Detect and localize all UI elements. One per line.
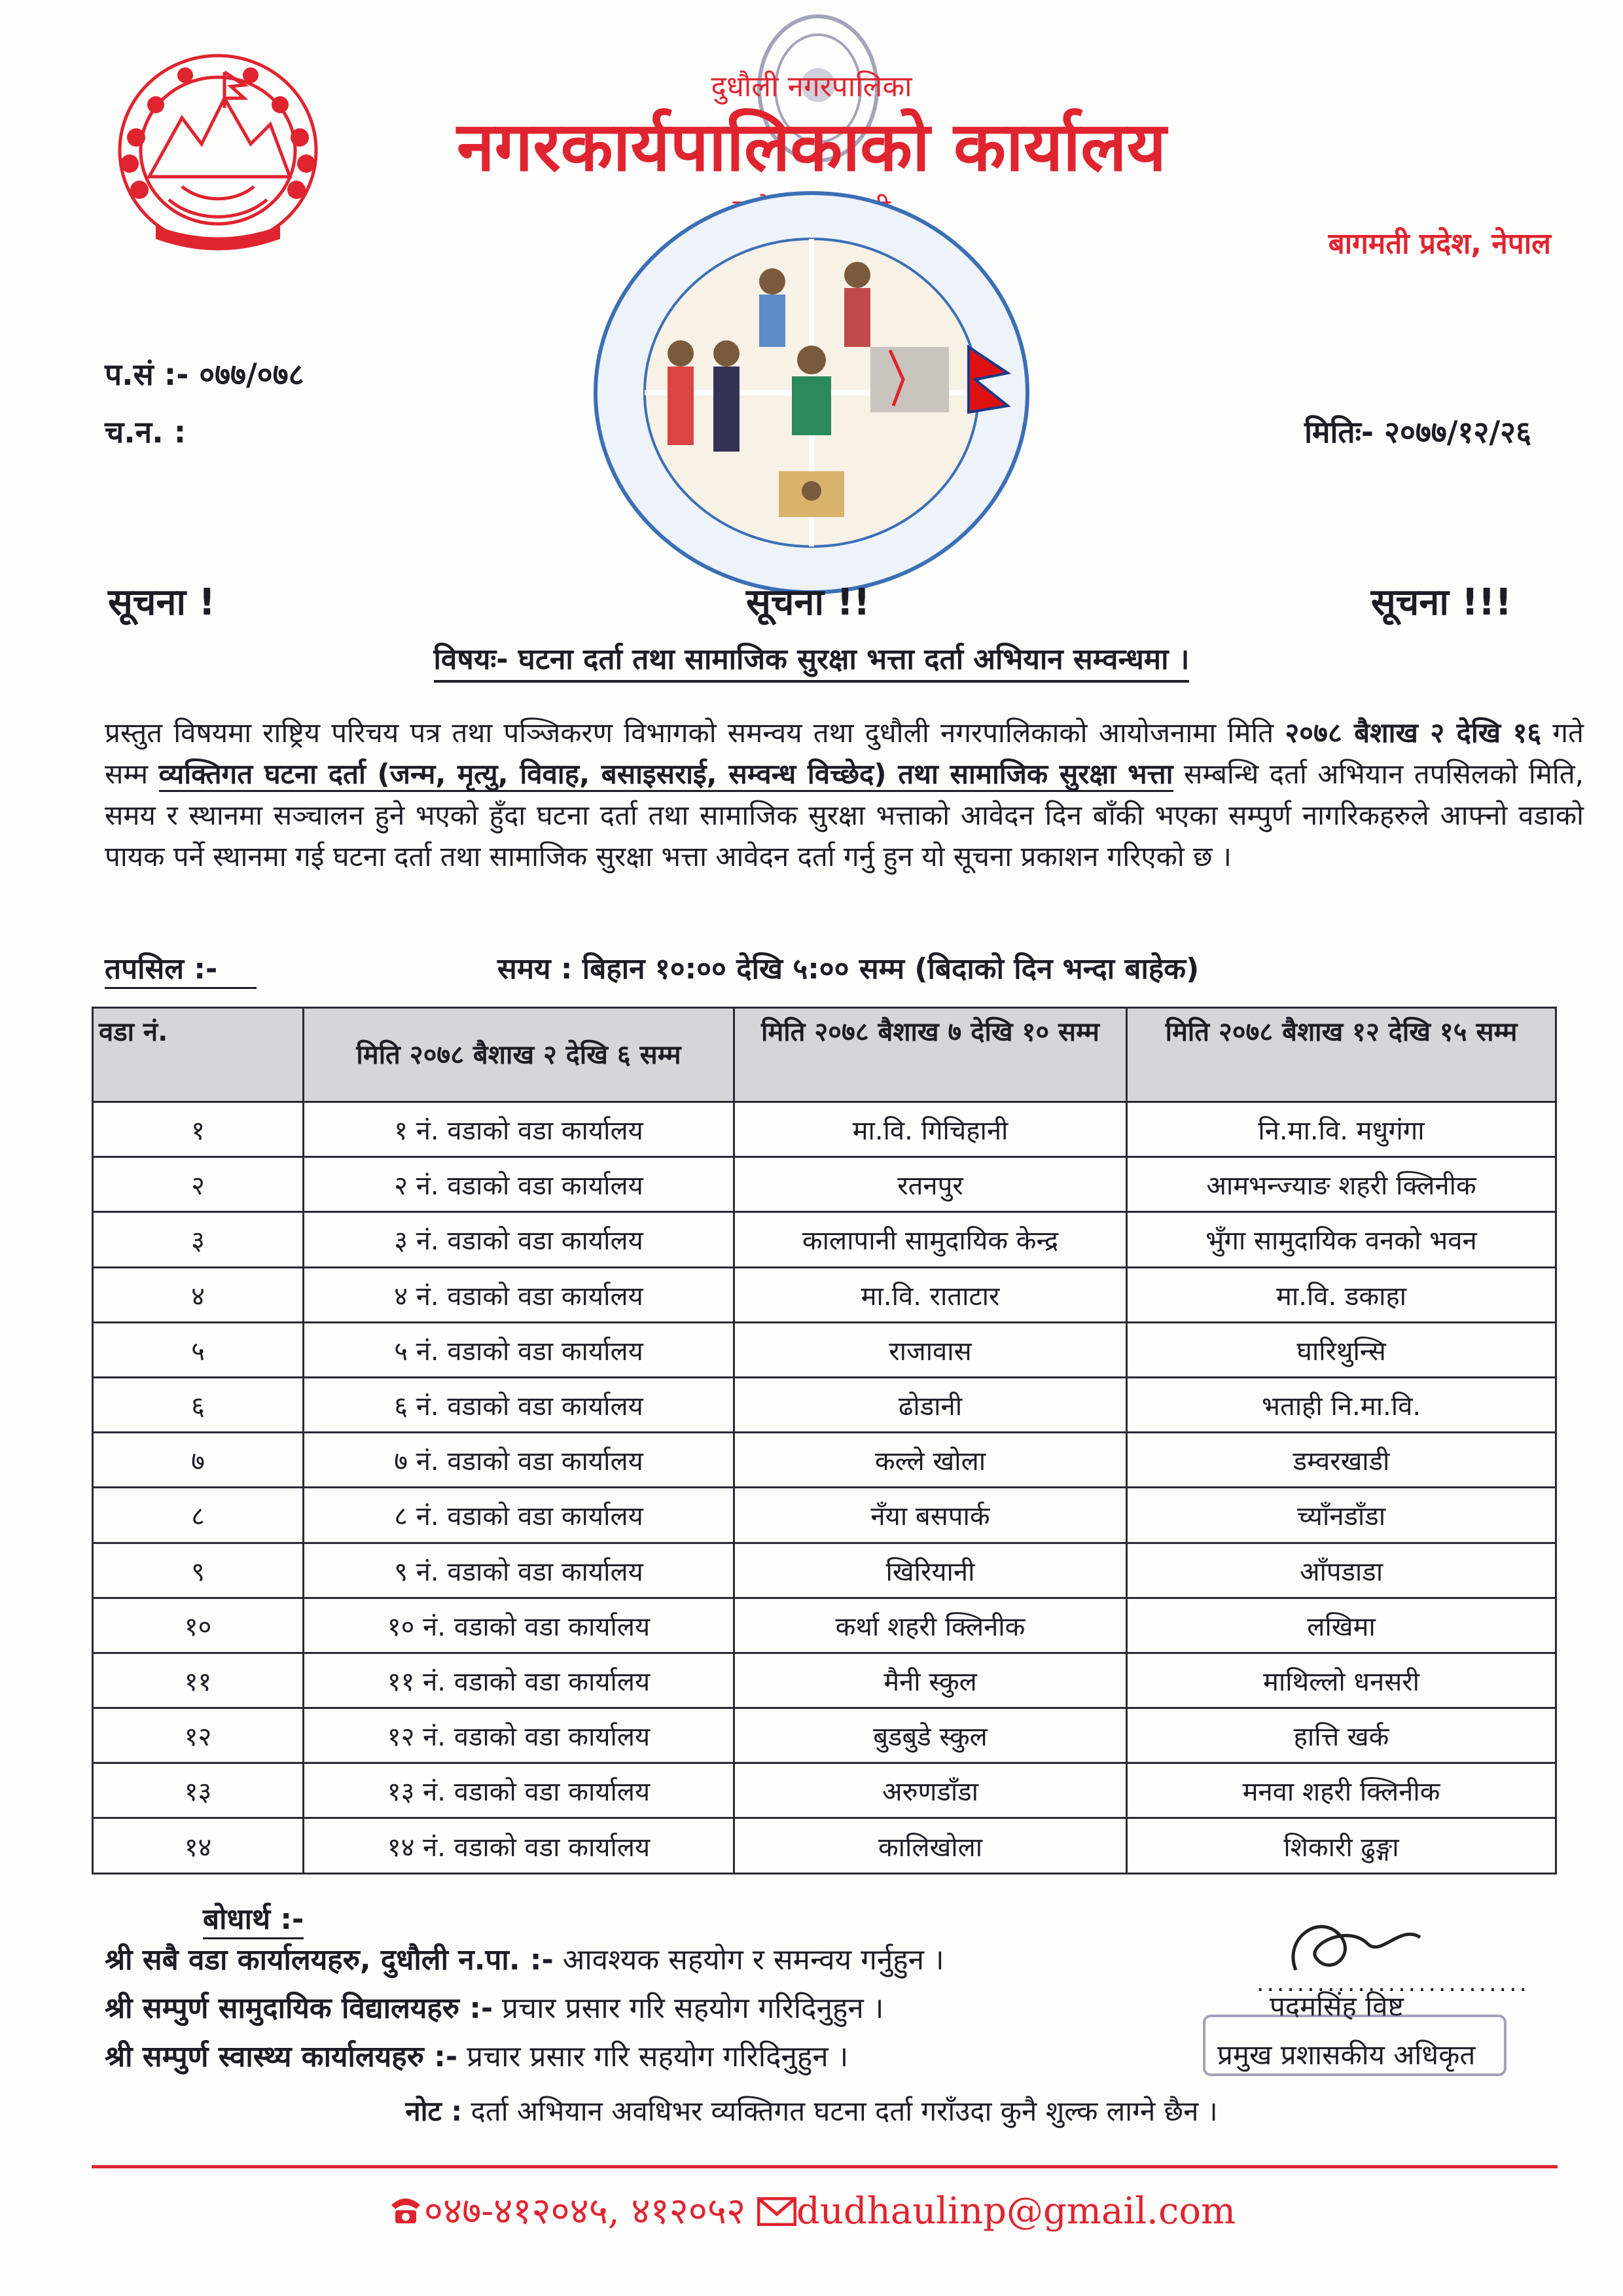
cell-period-1-location: १२ नं. वडाको वडा कार्यालय: [304, 1708, 734, 1763]
cell-period-2-location: अरुणडाँडा: [734, 1763, 1127, 1818]
official-seal: [1198, 2009, 1512, 2081]
cell-ward-no: ८: [93, 1488, 304, 1543]
table-row: [93, 1212, 1556, 1267]
cell-period-1-location: ५ नं. वडाको वडा कार्यालय: [304, 1322, 734, 1377]
cc-line: [105, 1987, 883, 2026]
cell-ward-no: १२: [93, 1708, 304, 1763]
cell-period-3-location: घारिथुन्सि: [1127, 1322, 1556, 1377]
body-event-types: व्यक्तिगत घटना दर्ता (जन्म, मृत्यु, विवाह, बसाइसराई, सम्वन्ध विच्छेद) तथा सामाजिक सुरक्षा भत्ता: [159, 758, 1173, 792]
table-row: [93, 1322, 1556, 1377]
cell-ward-no: ४: [93, 1267, 304, 1322]
cell-ward-no: ११: [93, 1653, 304, 1708]
cell-ward-no: १४: [93, 1818, 304, 1873]
cell-period-1-location: ३ नं. वडाको वडा कार्यालय: [304, 1212, 734, 1267]
subject-line: [0, 638, 1623, 677]
contact-line: [0, 2185, 1623, 2235]
reference-number: प.सं :- ०७७/०७८: [105, 357, 304, 392]
cc-heading: बोधार्थ :-: [203, 1898, 304, 1939]
cc-recipient: श्री सम्पुर्ण स्वास्थ्य कार्यालयहरु :-: [105, 2040, 458, 2073]
cell-ward-no: १: [93, 1102, 304, 1157]
body-date-range: २०७८ बैशाख २ देखि १६: [1285, 717, 1542, 749]
cell-period-3-location: भताही नि.मा.वि.: [1127, 1377, 1556, 1432]
cell-period-3-location: मनवा शहरी क्लिनीक: [1127, 1763, 1556, 1818]
cell-period-3-location: शिकारी ढुङ्गा: [1127, 1818, 1556, 1873]
cell-period-2-location: राजावास: [734, 1322, 1127, 1377]
cell-period-3-location: आमभन्ज्याङ शहरी क्लिनीक: [1127, 1157, 1556, 1212]
table-row: [93, 1488, 1556, 1543]
cell-period-3-location: च्याँनडाँडा: [1127, 1488, 1556, 1543]
note-label: नोट :: [405, 2095, 463, 2127]
table-row: [93, 1377, 1556, 1432]
phone-numbers: ०४७-४१२०४५, ४१२०५२: [423, 2190, 746, 2233]
cell-period-1-location: १३ नं. वडाको वडा कार्यालय: [304, 1763, 734, 1818]
municipality-name: दुधौली नगरपालिका: [711, 70, 912, 103]
note-text: दर्ता अभियान अवधिभर व्यक्तिगत घटना दर्ता गराँउदा कुनै शुल्क लाग्ने छैन ।: [462, 2095, 1218, 2127]
cc-line: [105, 1939, 944, 1978]
schedule-time: समय : बिहान १०:०० देखि ५:०० सम्म (बिदाको दिन भन्दा बाहेक): [497, 952, 1200, 986]
cell-period-2-location: कालिखोला: [734, 1818, 1127, 1873]
province-label: बागमती प्रदेश, नेपाल: [1328, 227, 1551, 260]
cc-message: आवश्यक सहयोग र समन्वय गर्नुहुन ।: [553, 1943, 944, 1977]
header-period-1: मिति २०७८ बैशाख २ देखि ६ सम्म: [304, 1008, 734, 1102]
subject-text: विषयः- घटना दर्ता तथा सामाजिक सुरक्षा भत्ता दर्ता अभियान सम्वन्धमा ।: [434, 643, 1190, 683]
cell-period-1-location: ७ नं. वडाको वडा कार्यालय: [304, 1433, 734, 1488]
table-row: [93, 1543, 1556, 1598]
cell-period-2-location: मा.वि. राताटार: [734, 1267, 1127, 1322]
cell-period-1-location: ९ नं. वडाको वडा कार्यालय: [304, 1543, 734, 1598]
cell-period-2-location: कर्था शहरी क्लिनीक: [734, 1598, 1127, 1653]
cc-recipient: श्री सबै वडा कार्यालयहरु, दुधौली न.पा. :-: [105, 1943, 554, 1977]
cell-period-3-location: मा.वि. डकाहा: [1127, 1267, 1556, 1322]
table-row: [93, 1653, 1556, 1708]
cell-period-2-location: मा.वि. गिचिहानी: [734, 1102, 1127, 1157]
cell-period-2-location: बुडबुडे स्कुल: [734, 1708, 1127, 1763]
table-row: [93, 1818, 1556, 1873]
cell-ward-no: १३: [93, 1763, 304, 1818]
cell-period-2-location: नँया बसपार्क: [734, 1488, 1127, 1543]
table-row: [93, 1267, 1556, 1322]
email-address: dudhaulinp@gmail.com: [796, 2190, 1236, 2233]
signature-line: ...........................: [1257, 1970, 1529, 1997]
notice-heading-right: सूचना !!!: [1370, 581, 1512, 624]
footer-divider: [92, 2165, 1558, 2168]
cell-ward-no: १०: [93, 1598, 304, 1653]
dispatch-number: च.न. :: [105, 414, 187, 450]
cc-message: प्रचार प्रसार गरि सहयोग गरिदिनुहुन ।: [457, 2040, 849, 2073]
header-period-2: मिति २०७८ बैशाख ७ देखि १० सम्म: [734, 1008, 1127, 1102]
notice-heading-left: सूचना !: [108, 581, 216, 624]
notice-heading-center: सूचना !!: [746, 581, 870, 624]
cell-period-2-location: कालापानी सामुदायिक केन्द्र: [734, 1212, 1127, 1267]
cell-period-3-location: माथिल्लो धनसरी: [1127, 1653, 1556, 1708]
cc-line: [105, 2036, 848, 2075]
cell-period-1-location: १० नं. वडाको वडा कार्यालय: [304, 1598, 734, 1653]
cell-ward-no: २: [93, 1157, 304, 1212]
cell-period-2-location: रतनपुर: [734, 1157, 1127, 1212]
cc-recipient: श्री सम्पुर्ण सामुदायिक विद्यालयहरु :-: [105, 1992, 493, 2025]
table-row: [93, 1598, 1556, 1653]
cell-period-3-location: आँपडाडा: [1127, 1543, 1556, 1598]
table-row: [93, 1708, 1556, 1763]
phone-icon: [387, 2193, 424, 2235]
cell-ward-no: ३: [93, 1212, 304, 1267]
cell-period-1-location: ४ नं. वडाको वडा कार्यालय: [304, 1267, 734, 1322]
table-row: [93, 1157, 1556, 1212]
schedule-label: तपसिल :-: [105, 948, 257, 989]
table-row: [93, 1102, 1556, 1157]
body-text-2: गते सम्म: [105, 717, 1584, 790]
cell-period-3-location: नि.मा.वि. मधुगंगा: [1127, 1102, 1556, 1157]
cell-period-1-location: ८ नं. वडाको वडा कार्यालय: [304, 1488, 734, 1543]
body-paragraph: [105, 712, 1584, 877]
body-text-1: प्रस्तुत विषयमा राष्ट्रिय परिचय पत्र तथा पञ्जिकरण विभागको समन्वय तथा दुधौली नगरपालिकाको आयोजनामा मिति: [105, 717, 1285, 749]
cell-period-2-location: खिरियानी: [734, 1543, 1127, 1598]
cell-period-1-location: २ नं. वडाको वडा कार्यालय: [304, 1157, 734, 1212]
table-row: [93, 1433, 1556, 1488]
cell-ward-no: ५: [93, 1322, 304, 1377]
cell-ward-no: ९: [93, 1543, 304, 1598]
letter-date: मितिः- २०७७/१२/२६: [1304, 414, 1531, 450]
campaign-logo: [582, 183, 1041, 602]
cell-ward-no: ६: [93, 1377, 304, 1432]
cell-period-1-location: १४ नं. वडाको वडा कार्यालय: [304, 1818, 734, 1873]
table-row: [93, 1763, 1556, 1818]
cell-period-2-location: कल्ले खोला: [734, 1433, 1127, 1488]
office-title: नगरकार्यपालिकाको कार्यालय: [456, 107, 1167, 187]
cell-period-2-location: ढोडानी: [734, 1377, 1127, 1432]
table-header-row: [93, 1008, 1556, 1102]
cc-message: प्रचार प्रसार गरि सहयोग गरिदिनुहुन ।: [493, 1992, 884, 2025]
signer-title: प्रमुख प्रशासकीय अधिकृत: [1217, 2039, 1476, 2071]
cell-ward-no: ७: [93, 1433, 304, 1488]
cell-period-3-location: भुँगा सामुदायिक वनको भवन: [1127, 1212, 1556, 1267]
cell-period-1-location: ६ नं. वडाको वडा कार्यालय: [304, 1377, 734, 1432]
cell-period-3-location: डम्वरखाडी: [1127, 1433, 1556, 1488]
body-text-3: सम्बन्धि दर्ता अभियान तपसिलको मिति, समय र स्थानमा सञ्चालन हुने भएको हुँदा घटना दर्ता तथा सामाजिक सुरक्षा भत्ताको आवेदन दिन बाँकी भएका सम्पुर्ण नागरिकहरुले आफ्नो वडाको पायक पर्ने स्थानमा गई घटना दर्ता तथा सामाजिक सुरक्षा भत्ता आवेदन दर्ता गर्नु हुन यो सूचना प्रकाशन गरिएको छ ।: [105, 758, 1584, 872]
cell-period-1-location: १ नं. वडाको वडा कार्यालय: [304, 1102, 734, 1157]
cell-period-1-location: ११ नं. वडाको वडा कार्यालय: [304, 1653, 734, 1708]
ward-schedule-table: [92, 1007, 1557, 1874]
footnote: [0, 2092, 1623, 2129]
header-ward-no: वडा नं.: [93, 1008, 304, 1102]
cell-period-3-location: हात्ति खर्क: [1127, 1708, 1556, 1763]
header-period-3: मिति २०७८ बैशाख १२ देखि १५ सम्म: [1127, 1008, 1556, 1102]
cell-period-3-location: लखिमा: [1127, 1598, 1556, 1653]
cell-period-2-location: मैनी स्कुल: [734, 1653, 1127, 1708]
signer-name: पदमसिंह विष्ट: [1270, 1990, 1404, 2022]
envelope-icon: [757, 2193, 796, 2235]
